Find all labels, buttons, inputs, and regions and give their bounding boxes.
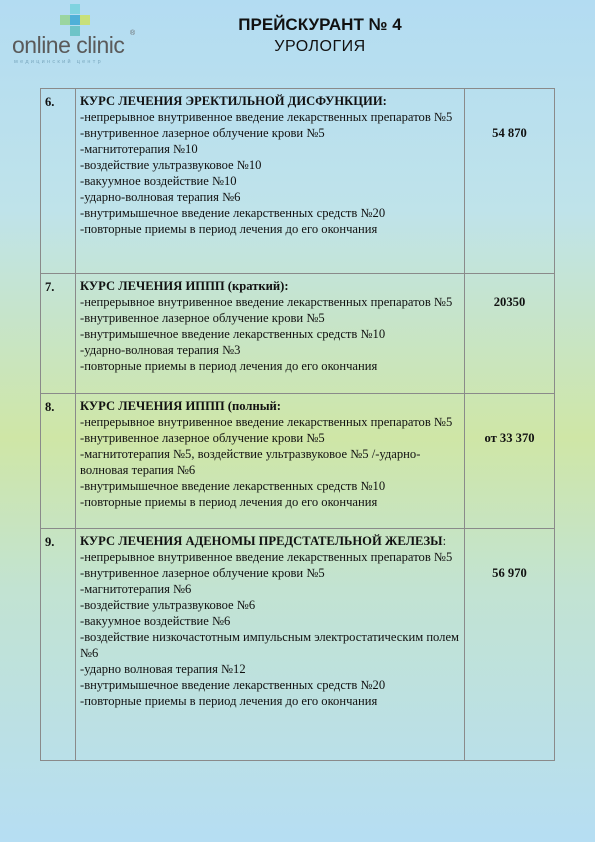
table-row bbox=[41, 89, 555, 274]
list-item: -вакуумное воздействие №6 bbox=[80, 614, 231, 628]
row-description bbox=[76, 394, 465, 529]
list-item: -магнитотерапия №10 bbox=[80, 142, 198, 156]
list-item: -внутримышечное введение лекарственных средств №10 bbox=[80, 479, 386, 493]
list-item: -повторные приемы в период лечения до его окончания bbox=[80, 222, 378, 236]
list-item: -ударно волновая терапия №12 bbox=[80, 662, 246, 676]
list-item: -повторные приемы в период лечения до его окончания bbox=[80, 495, 378, 509]
row-title: КУРС ЛЕЧЕНИЯ ЭРЕКТИЛЬНОЙ ДИСФУНКЦИИ: bbox=[80, 94, 387, 108]
logo-registered-mark: ® bbox=[130, 30, 136, 37]
row-number: 8. bbox=[41, 394, 76, 529]
table-row bbox=[41, 274, 555, 394]
row-description bbox=[76, 89, 465, 274]
row-price: 20350 bbox=[465, 274, 555, 394]
price-table bbox=[40, 88, 555, 761]
row-title-suffix: : bbox=[442, 534, 447, 548]
page-title: ПРЕЙСКУРАНТ № 4 bbox=[238, 15, 402, 34]
list-item: -внутримышечное введение лекарственных средств №10 bbox=[80, 327, 386, 341]
list-item: -непрерывное внутривенное введение лекарственных препаратов №5 bbox=[80, 295, 453, 309]
table-row bbox=[41, 394, 555, 529]
table-row bbox=[41, 529, 555, 761]
list-item: -непрерывное внутривенное введение лекарственных препаратов №5 bbox=[80, 415, 453, 429]
row-title: КУРС ЛЕЧЕНИЯ ИППП (полный: bbox=[80, 399, 281, 413]
row-title: КУРС ЛЕЧЕНИЯ ИППП (краткий): bbox=[80, 279, 289, 293]
row-price: 56 970 bbox=[465, 529, 555, 761]
row-description bbox=[76, 529, 465, 761]
list-item: -непрерывное внутривенное введение лекарственных препаратов №5 bbox=[80, 550, 453, 564]
page-subtitle: УРОЛОГИЯ bbox=[274, 38, 366, 55]
list-item: -магнитотерапия №5, воздействие ультразвуковое №5 /-ударно-волновая терапия №6 bbox=[80, 447, 421, 477]
row-number: 9. bbox=[41, 529, 76, 761]
row-number: 7. bbox=[41, 274, 76, 394]
list-item: -повторные приемы в период лечения до его окончания bbox=[80, 359, 378, 373]
list-item: -внутривенное лазерное облучение крови №5 bbox=[80, 431, 325, 445]
logo-subtitle: медицинский центр bbox=[14, 59, 103, 65]
list-item: -ударно-волновая терапия №3 bbox=[80, 343, 241, 357]
clinic-logo bbox=[10, 4, 145, 68]
list-item: -внутривенное лазерное облучение крови №5 bbox=[80, 566, 325, 580]
row-price: 54 870 bbox=[465, 89, 555, 274]
list-item: -повторные приемы в период лечения до его окончания bbox=[80, 694, 378, 708]
row-number: 6. bbox=[41, 89, 76, 274]
list-item: -внутримышечное введение лекарственных средств №20 bbox=[80, 206, 386, 220]
list-item: -воздействие низкочастотным импульсным электростатическим полем №6 bbox=[80, 630, 460, 660]
list-item: -непрерывное внутривенное введение лекарственных препаратов №5 bbox=[80, 110, 453, 124]
list-item: -воздействие ультразвуковое №10 bbox=[80, 158, 262, 172]
list-item: -магнитотерапия №6 bbox=[80, 582, 192, 596]
row-title: КУРС ЛЕЧЕНИЯ АДЕНОМЫ ПРЕДСТАТЕЛЬНОЙ ЖЕЛЕЗЫ bbox=[80, 534, 443, 548]
list-item: -вакуумное воздействие №10 bbox=[80, 174, 237, 188]
row-description bbox=[76, 274, 465, 394]
list-item: -воздействие ультразвуковое №6 bbox=[80, 598, 256, 612]
list-item: -внутримышечное введение лекарственных средств №20 bbox=[80, 678, 386, 692]
row-price: от 33 370 bbox=[465, 394, 555, 529]
logo-brand-text: online clinic bbox=[12, 32, 125, 58]
list-item: -ударно-волновая терапия №6 bbox=[80, 190, 241, 204]
list-item: -внутривенное лазерное облучение крови №5 bbox=[80, 126, 325, 140]
list-item: -внутривенное лазерное облучение крови №5 bbox=[80, 311, 325, 325]
